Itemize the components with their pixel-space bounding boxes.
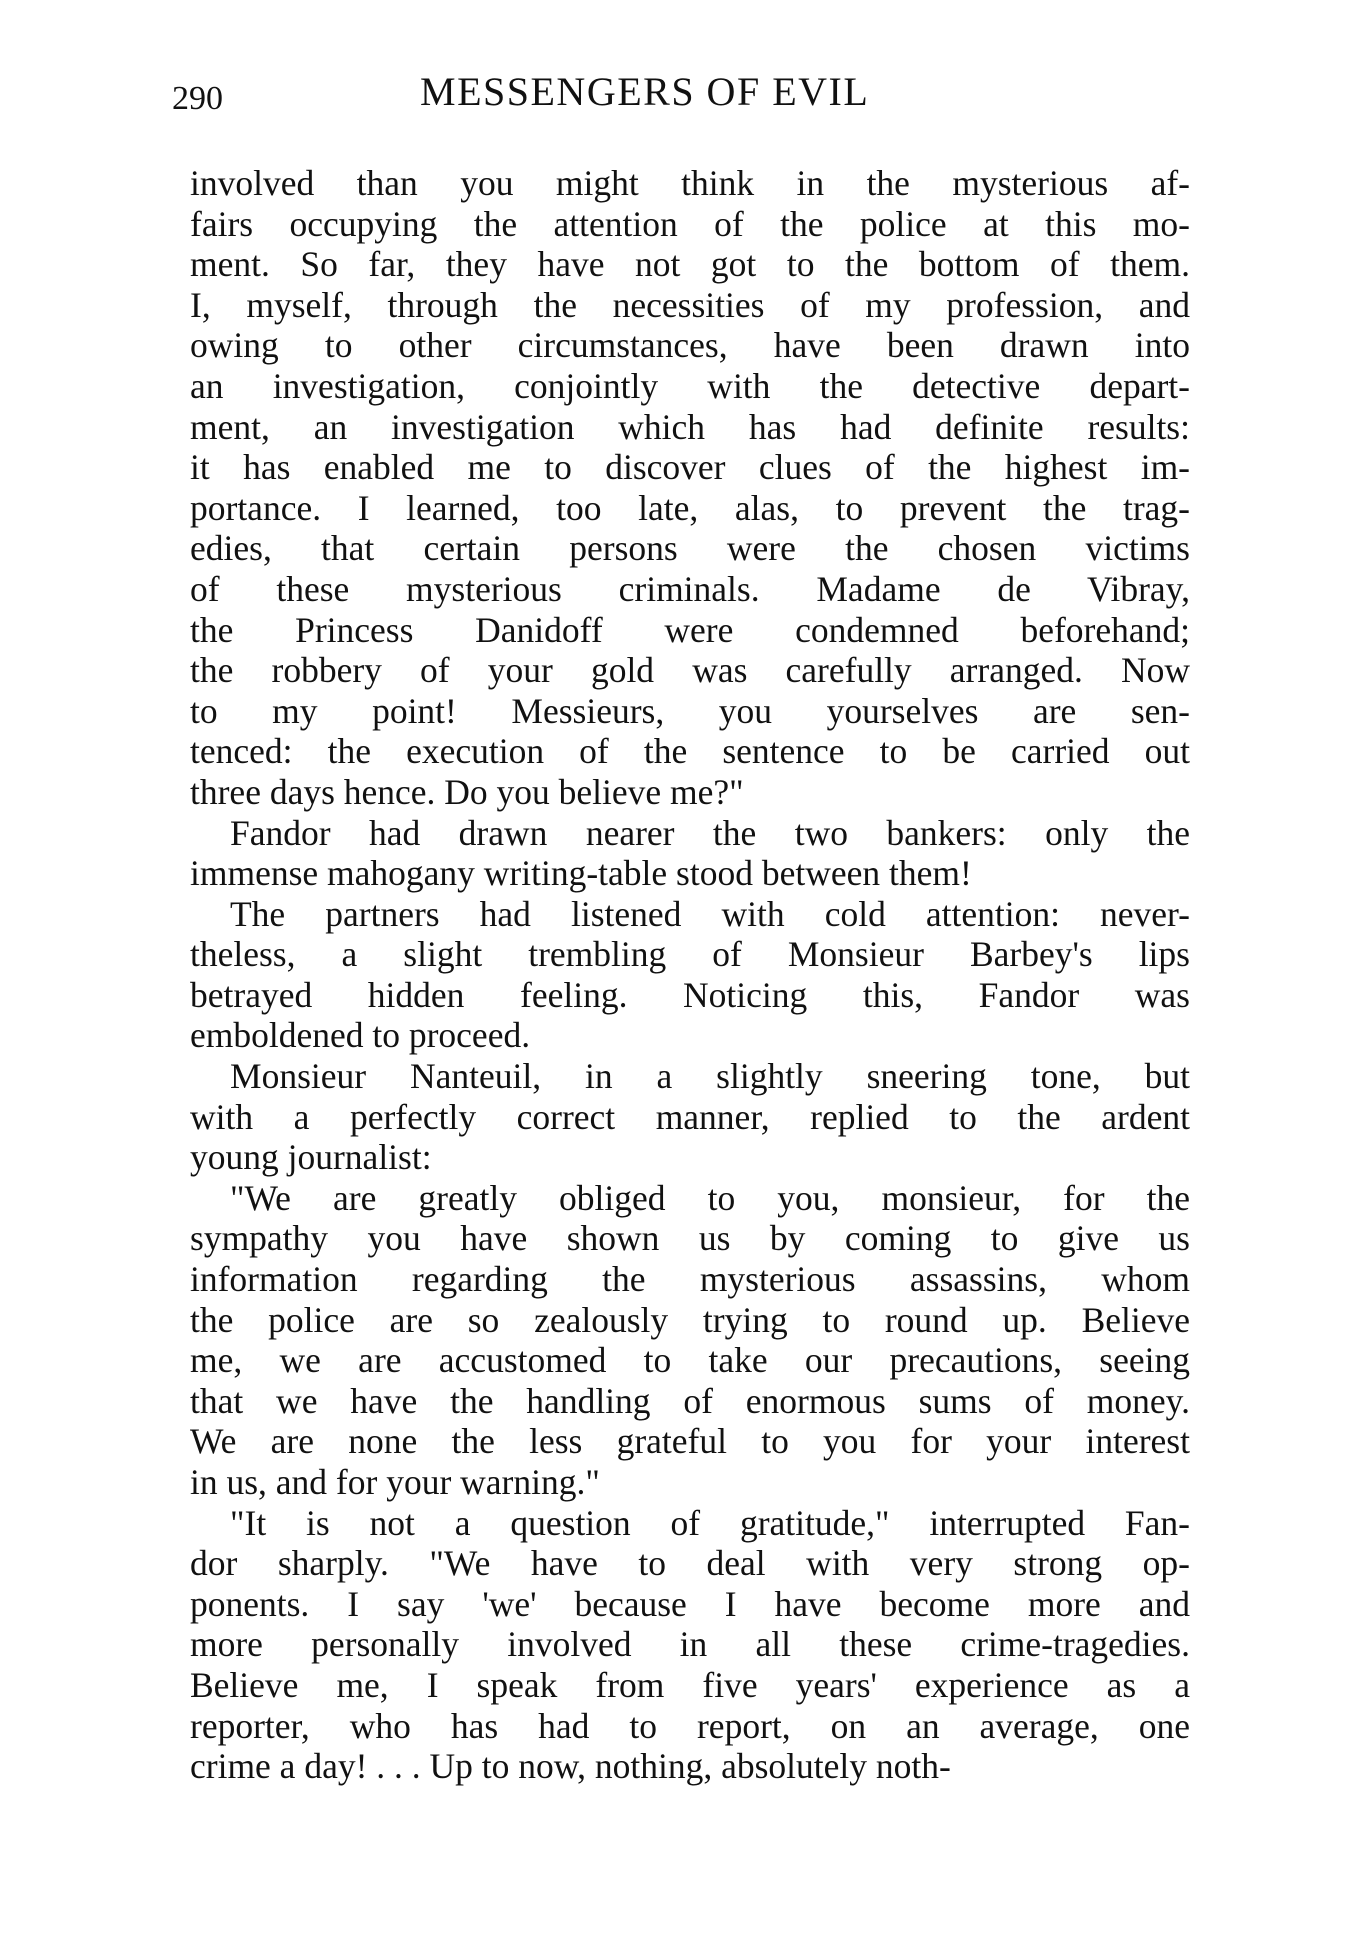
text-line: ment. So far, they have not got to the bottom of them. xyxy=(190,244,1190,285)
text-line: sympathy you have shown us by coming to give us xyxy=(190,1218,1190,1259)
text-line: dor sharply. "We have to deal with very strong op- xyxy=(190,1543,1190,1584)
text-line: of these mysterious criminals. Madame de Vibray, xyxy=(190,568,1190,609)
text-line: tenced: the execution of the sentence to be carried out xyxy=(190,731,1190,772)
text-line: in us, and for your warning." xyxy=(190,1462,600,1502)
text-line: it has enabled me to discover clues of the highest im- xyxy=(190,447,1190,488)
running-head xyxy=(172,68,1172,118)
text-line: The partners had listened with cold attention: never- xyxy=(230,893,1190,934)
text-line: to my point! Messieurs, you yourselves are sen- xyxy=(190,690,1190,731)
text-line: owing to other circumstances, have been drawn into xyxy=(190,325,1190,366)
text-line: We are none the less grateful to you for your interest xyxy=(190,1421,1190,1462)
text-line: reporter, who has had to report, on an average, one xyxy=(190,1705,1190,1746)
text-line: crime a day! . . . Up to now, nothing, absolutely noth- xyxy=(190,1746,951,1787)
text-line: more personally involved in all these crime-tragedies. xyxy=(190,1624,1190,1665)
text-line: betrayed hidden feeling. Noticing this, Fandor was xyxy=(190,974,1190,1015)
text-line: three days hence. Do you believe me?" xyxy=(190,771,744,812)
text-line: ponents. I say 'we' because I have become more and xyxy=(190,1583,1190,1624)
text-line: information regarding the mysterious assassins, whom xyxy=(190,1259,1190,1300)
text-line: "It is not a question of gratitude," interrupted Fan- xyxy=(230,1502,1190,1543)
text-line: the robbery of your gold was carefully arranged. Now xyxy=(190,650,1190,691)
text-line: that we have the handling of enormous sums of money. xyxy=(190,1380,1190,1421)
text-line: Fandor had drawn nearer the two bankers: only the xyxy=(230,812,1190,853)
text-line: me, we are accustomed to take our precautions, seeing xyxy=(190,1340,1190,1381)
text-line: fairs occupying the attention of the police at this mo- xyxy=(190,203,1190,244)
body-text xyxy=(190,163,1190,1787)
text-line: edies, that certain persons were the chosen victims xyxy=(190,528,1190,569)
text-line: emboldened to proceed. xyxy=(190,1015,531,1056)
text-line: immense mahogany writing-table stood between them! xyxy=(190,853,972,894)
text-line: Believe me, I speak from five years' experience as a xyxy=(190,1664,1190,1705)
text-line: with a perfectly correct manner, replied to the ardent xyxy=(190,1096,1190,1137)
text-line: ment, an investigation which has had definite results: xyxy=(190,406,1190,447)
text-line: the police are so zealously trying to round up. Believe xyxy=(190,1299,1190,1340)
text-line: Monsieur Nanteuil, in a slightly sneering tone, but xyxy=(230,1056,1190,1097)
text-line: I, myself, through the necessities of my profession, and xyxy=(190,284,1190,325)
text-line: involved than you might think in the mysterious af- xyxy=(190,163,1190,203)
text-line: young journalist: xyxy=(190,1137,432,1178)
text-line: portance. I learned, too late, alas, to prevent the trag- xyxy=(190,487,1190,528)
book-title: MESSENGERS OF EVIL xyxy=(420,69,870,114)
text-line: theless, a slight trembling of Monsieur Barbey's lips xyxy=(190,934,1190,975)
text-line: an investigation, conjointly with the detective depart- xyxy=(190,365,1190,406)
text-line: "We are greatly obliged to you, monsieur, for the xyxy=(230,1177,1190,1218)
text-line: the Princess Danidoff were condemned beforehand; xyxy=(190,609,1190,650)
page-number: 290 xyxy=(172,80,223,117)
